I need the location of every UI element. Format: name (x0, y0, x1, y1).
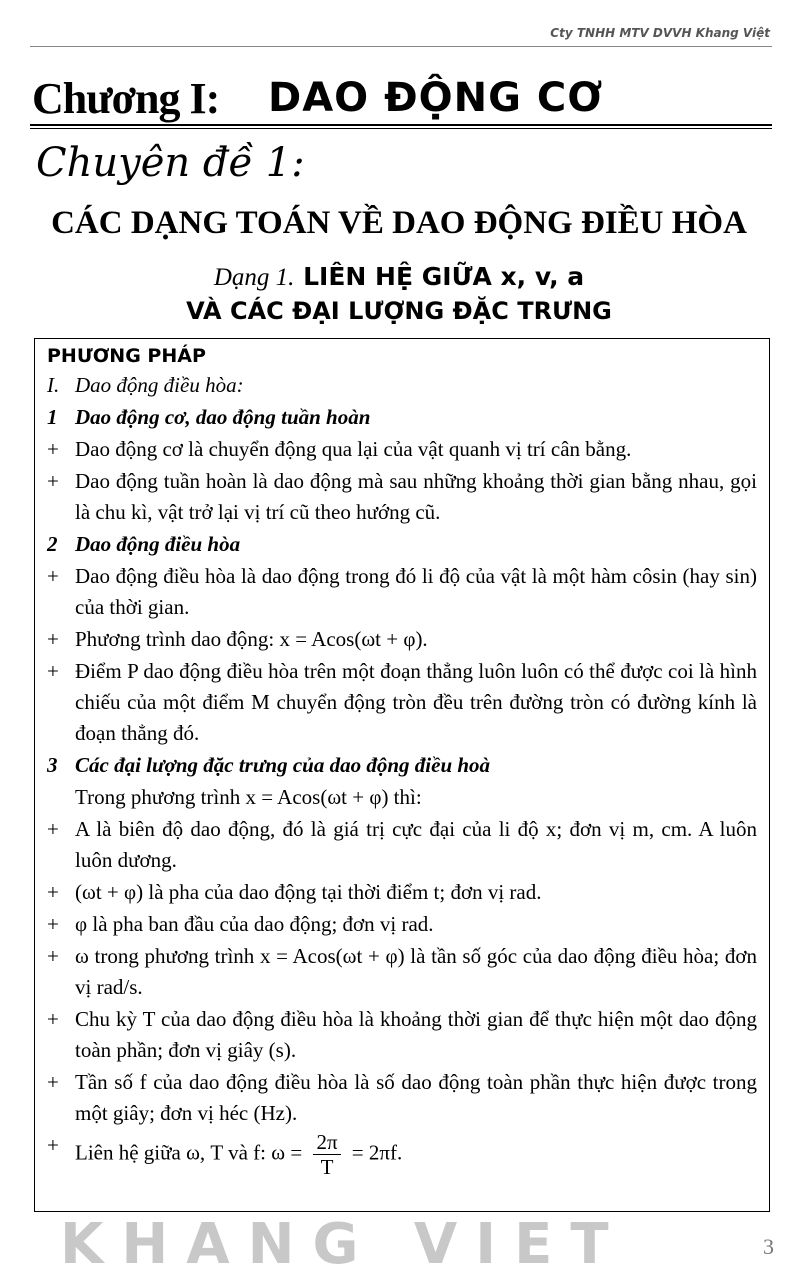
list-item (47, 402, 757, 433)
list-item (47, 1004, 757, 1066)
item-text: Điểm P dao động điều hòa trên một đoạn thẳng luôn luôn có thể được coi là hình chiếu của một điểm M chuyển động tròn đều trên đường tròn có đường kính là đoạn thẳng đó. (75, 659, 757, 745)
item-text: Dao động cơ, dao động tuần hoàn (75, 405, 371, 429)
list-item (47, 1130, 757, 1179)
bullet-marker: + (47, 1133, 59, 1157)
item-marker: + (47, 817, 59, 841)
item-text: Phương trình dao động: x = Acos(ωt + φ). (75, 627, 428, 651)
form-title-1: LIÊN HỆ GIỮA x, v, a (303, 262, 585, 291)
list-item (47, 1067, 757, 1129)
item-text: A là biên độ dao động, đó là giá trị cực đại của li độ x; đơn vị m, cm. A luôn luôn dương. (75, 817, 757, 872)
page-number: 3 (763, 1234, 774, 1259)
item-text: Dao động điều hòa: (75, 373, 244, 397)
item-marker: + (47, 1007, 59, 1031)
list-item (47, 624, 757, 655)
topic-label: Chuyên đề 1: (36, 140, 305, 186)
section-title-text: CÁC DẠNG TOÁN VỀ DAO ĐỘNG ĐIỀU HÒA (51, 205, 747, 241)
list-item (47, 656, 757, 749)
item-text: Dao động điều hòa (75, 532, 241, 556)
item-text: Chu kỳ T của dao động điều hòa là khoảng thời gian để thực hiện một dao động toàn phần; đơn vị giây (s). (75, 1007, 757, 1062)
list-item (47, 909, 757, 940)
item-text: ω trong phương trình x = Acos(ωt + φ) là tần số góc của dao động điều hòa; đơn vị rad/s. (75, 944, 757, 999)
item-marker: + (47, 564, 59, 588)
relation-text: Liên hệ giữa ω, T và f: ω = (75, 1140, 303, 1165)
item-marker: 1 (47, 405, 58, 429)
item-text: Dao động tuần hoàn là dao động mà sau những khoảng thời gian bằng nhau, gọi là chu kì, vật trở lại vị trí cũ theo hướng cũ. (75, 469, 757, 524)
fraction (313, 1130, 340, 1179)
list-item (47, 434, 757, 465)
section-title (0, 204, 798, 242)
method-box (34, 338, 770, 1212)
header-rule (30, 46, 772, 47)
method-heading: PHƯƠNG PHÁP (47, 345, 206, 367)
item-text: (ωt + φ) là pha của dao động tại thời điểm t; đơn vị rad. (75, 880, 542, 904)
list-item (47, 529, 757, 560)
item-marker: + (47, 880, 59, 904)
chapter-heading (32, 70, 603, 126)
list-item (47, 750, 757, 781)
list-item (47, 466, 757, 528)
fraction-denominator: T (320, 1155, 334, 1179)
item-marker: + (47, 437, 59, 461)
item-marker: I. (47, 373, 60, 397)
item-marker: 3 (47, 753, 58, 777)
chapter-title: DAO ĐỘNG CƠ (268, 75, 604, 121)
chapter-label: Chương I: (32, 73, 220, 123)
item-marker: + (47, 659, 59, 683)
form-heading (0, 262, 798, 293)
item-text: Dao động cơ là chuyển động qua lại của vật quanh vị trí cân bằng. (75, 437, 632, 461)
fraction-numerator: 2π (313, 1130, 340, 1155)
form-title-2: VÀ CÁC ĐẠI LƯỢNG ĐẶC TRƯNG (186, 297, 612, 325)
list-item (47, 877, 757, 908)
item-text: Các đại lượng đặc trưng của dao động điều hoà (75, 753, 491, 777)
relation-result: = 2πf. (351, 1140, 403, 1165)
item-marker: + (47, 944, 59, 968)
item-marker: + (47, 1070, 59, 1094)
watermark-logo: KHANG VIET (60, 1212, 627, 1277)
item-text: φ là pha ban đầu của dao động; đơn vị rad. (75, 912, 434, 936)
item-marker: 2 (47, 532, 58, 556)
list-item (47, 561, 757, 623)
item-marker (47, 782, 75, 813)
item-marker: + (47, 627, 59, 651)
item-text: Trong phương trình x = Acos(ωt + φ) thì: (75, 785, 422, 809)
form-label: Dạng 1. (213, 264, 295, 291)
item-marker: + (47, 912, 59, 936)
list-item (47, 814, 757, 876)
list-item (47, 782, 757, 813)
publisher-header: Cty TNHH MTV DVVH Khang Việt (550, 26, 770, 40)
chapter-double-rule (30, 124, 772, 129)
item-marker: + (47, 469, 59, 493)
list-item (47, 941, 757, 1003)
list-item (47, 370, 757, 401)
item-text: Dao động điều hòa là dao động trong đó li độ của vật là một hàm côsin (hay sin) của thời gian. (75, 564, 757, 619)
item-text: Tần số f của dao động điều hòa là số dao động toàn phần thực hiện được trong một giây; đơn vị héc (Hz). (75, 1070, 757, 1125)
